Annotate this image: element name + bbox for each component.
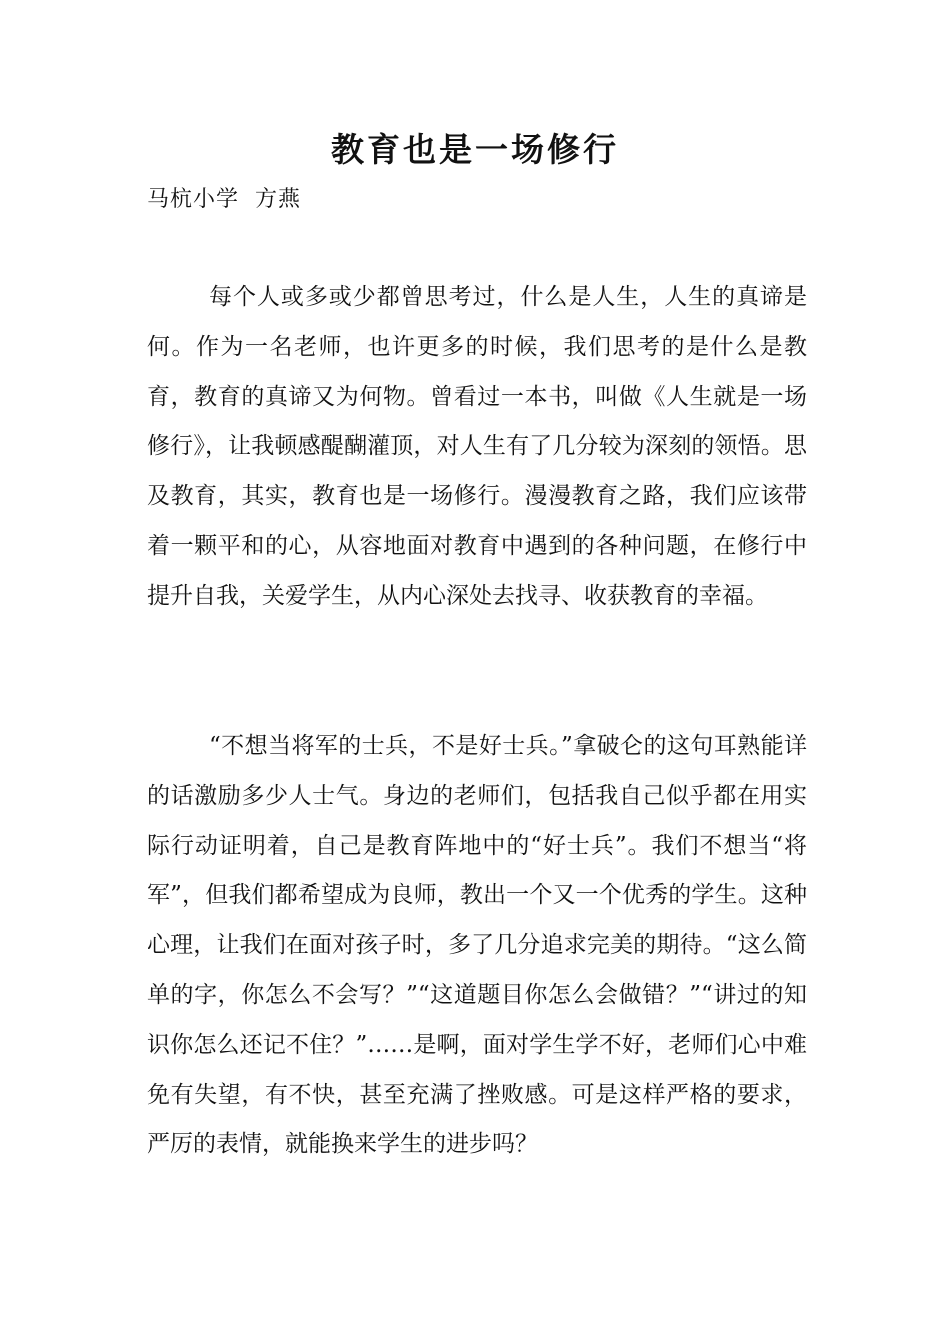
- body-paragraph: “不想当将军的士兵，不是好士兵。”拿破仑的这句耳熟能详的话激励多少人士气。身边的老师们，包括我自己似乎都在用实际行动证明着，自己是教育阵地中的“好士兵”。我们不想当“将军”，但我们都希望成为良师，教出一个又一个优秀的学生。这种心理，让我们在面对孩子时，多了几分追求完美的期待。“这么简单的字，你怎么不会写？”“这道题目你怎么会做错？”“讲过的知识你怎么还记不住？”……是啊，面对学生学不好，老师们心中难免有失望，有不快，甚至充满了挫败感。可是这样严格的要求，严厉的表情，就能换来学生的进步吗？: [147, 733, 807, 1158]
- body-paragraph: 每个人或多或少都曾思考过，什么是人生，人生的真谛是何。作为一名老师，也许更多的时候，我们思考的是什么是教育，教育的真谛又为何物。曾看过一本书，叫做《人生就是一场修行》，让我顿感醍醐灌顶，对人生有了几分较为深刻的领悟。思及教育，其实，教育也是一场修行。漫漫教育之路，我们应该带着一颗平和的心，从容地面对教育中遇到的各种问题，在修行中提升自我，关爱学生，从内心深处去找寻、收获教育的幸福。: [147, 284, 807, 609]
- author-line: 马杭小学 方燕: [147, 187, 301, 212]
- document-title: 教育也是一场修行: [331, 130, 619, 169]
